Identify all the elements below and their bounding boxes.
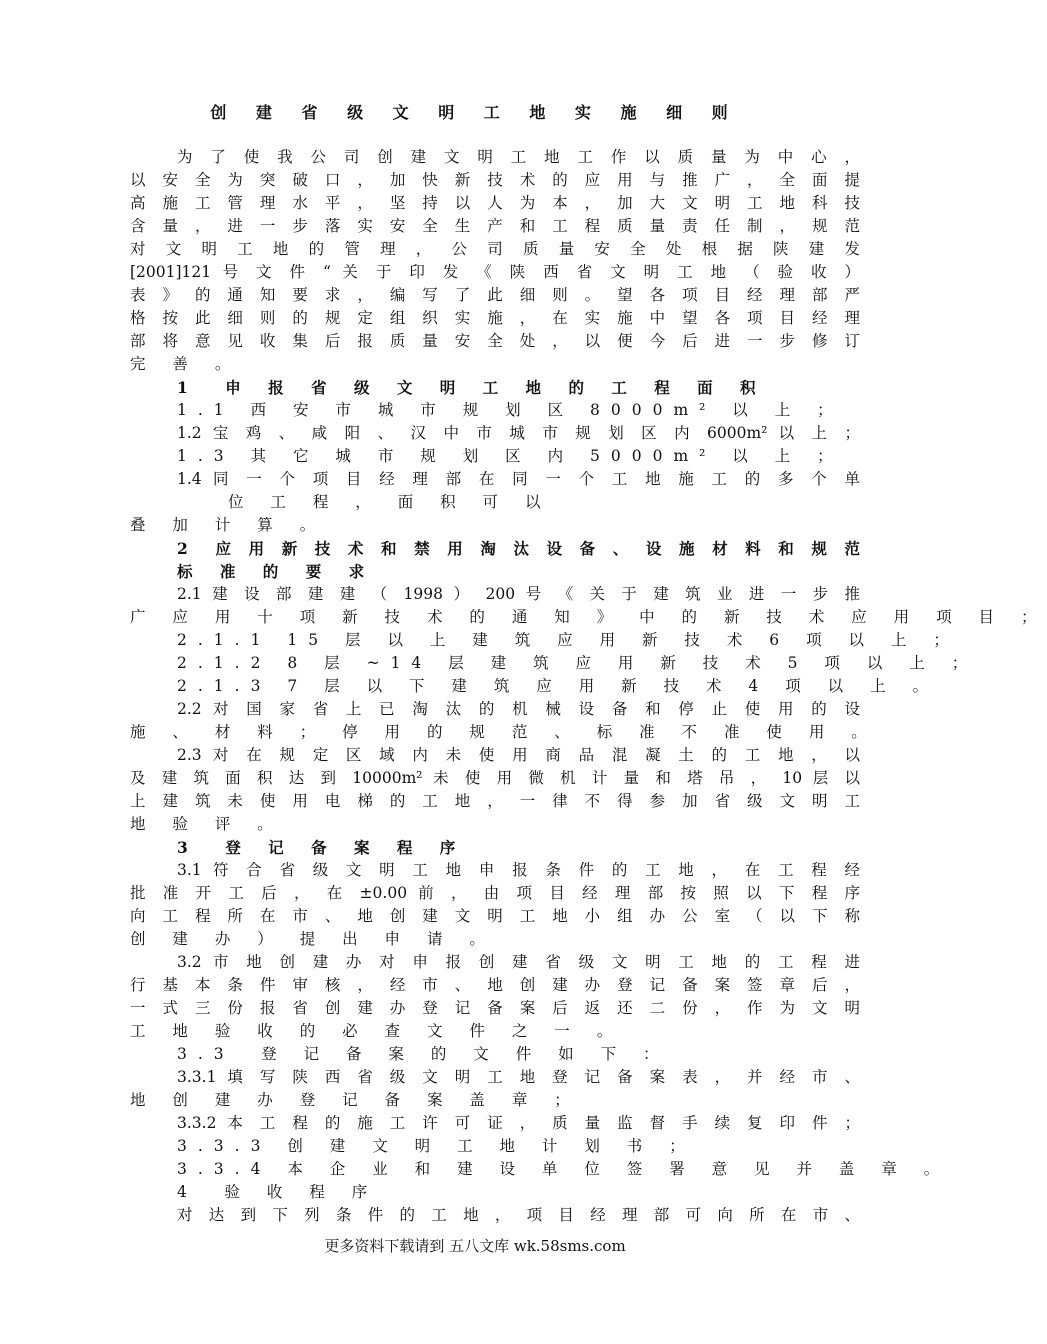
text-line: 行 基 本 条 件 审 核 ， 经 市 、 地 创 建 办 登 记 备 案 签 章 后 ， <box>130 976 860 994</box>
text-line: 3 登 记 备 案 程 序 <box>177 838 467 857</box>
text-line: 及 建 筑 面 积 达 到 10000m² 未 使 用 微 机 计 量 和 塔 吊 ， 10 层 以 <box>130 769 860 787</box>
text-line: 一 式 三 份 报 省 创 建 办 登 记 备 案 后 返 还 二 份 ， 作 为 文 明 <box>130 999 860 1017</box>
text-line: 以 安 全 为 突 破 口 ， 加 快 新 技 术 的 应 用 与 推 广 ， 全 面 提 <box>130 171 860 189</box>
text-line: 叠 加 计 算 。 <box>130 516 327 534</box>
text-line: 2.1.1 15 层 以 上 建 筑 应 用 新 技 术 6 项 以 上 ； <box>177 631 960 649</box>
text-line: 创 建 办 ） 提 出 申 请 。 <box>130 930 496 948</box>
text-line: 工 地 验 收 的 必 查 文 件 之 一 。 <box>130 1022 624 1040</box>
text-line: 1.3 其 它 城 市 规 划 区 内 5000m² 以 上 ； <box>177 447 844 465</box>
text-line: 2 应 用 新 技 术 和 禁 用 淘 汰 设 备 、 设 施 材 料 和 规 范 <box>177 539 860 558</box>
text-line: 高 施 工 管 理 水 平 ， 坚 持 以 人 为 本 ， 加 大 文 明 工 地 科 技 <box>130 194 860 212</box>
text-line: 1.4 同 一 个 项 目 经 理 部 在 同 一 个 工 地 施 工 的 多 个 单 <box>177 470 860 488</box>
text-line: 格 按 此 细 则 的 规 定 组 织 实 施 ， 在 实 施 中 望 各 项 目 经 理 <box>130 309 860 327</box>
text-line: 含 量 ， 进 一 步 落 实 安 全 生 产 和 工 程 质 量 责 任 制 ， 规 范 <box>130 217 860 235</box>
text-line: 3.3.3 创 建 文 明 工 地 计 划 书 ； <box>177 1137 696 1155</box>
text-line: 1.1 西 安 市 城 市 规 划 区 8000m² 以 上 ； <box>177 401 844 419</box>
text-line: 3.3 登 记 备 案 的 文 件 如 下 ： <box>177 1045 670 1063</box>
footer-link[interactable]: 更多资料下载请到 五八文库 wk.58sms.com <box>324 1237 626 1255</box>
text-line: 2.1.2 8 层 ~14 层 建 筑 应 用 新 技 术 5 项 以 上 ； <box>177 654 979 672</box>
text-line: 广 应 用 十 项 新 技 术 的 通 知 》 中 的 新 技 术 应 用 项 目 ； <box>130 608 1047 626</box>
text-line: 标 准 的 要 求 <box>177 562 376 581</box>
text-line: 对 达 到 下 列 条 件 的 工 地 ， 项 目 经 理 部 可 向 所 在 市 、 <box>177 1206 861 1224</box>
text-line: 2.2 对 国 家 省 上 已 淘 汰 的 机 械 设 备 和 停 止 使 用 的 设 <box>177 700 860 718</box>
text-line: 位 工 程 ， 面 积 可 以 <box>228 493 552 511</box>
text-line: 地 验 评 。 <box>130 815 284 833</box>
document-title: 创 建 省 级 文 明 工 地 实 施 细 则 <box>210 103 740 122</box>
text-line: 向 工 程 所 在 市 、 地 创 建 文 明 工 地 小 组 办 公 室 （ 以 下 称 <box>130 907 860 925</box>
text-line: 2.3 对 在 规 定 区 域 内 未 使 用 商 品 混 凝 土 的 工 地 ， 以 <box>177 746 860 764</box>
text-line: 完 善 。 <box>130 355 242 373</box>
text-line: 3.3.4 本 企 业 和 建 设 单 位 签 署 意 见 并 盖 章 。 <box>177 1160 951 1178</box>
text-line: 对 文 明 工 地 的 管 理 ， 公 司 质 量 安 全 处 根 据 陕 建 发 <box>130 240 860 258</box>
text-line: 1 申 报 省 级 文 明 工 地 的 工 程 面 积 <box>177 378 767 397</box>
text-line: 地 创 建 办 登 记 备 案 盖 章 ； <box>130 1091 581 1109</box>
text-line: 3.2 市 地 创 建 办 对 申 报 创 建 省 级 文 明 工 地 的 工 程 进 <box>177 953 860 971</box>
text-line: 3.3.2 本 工 程 的 施 工 许 可 证 ， 质 量 监 督 手 续 复 印 件 ； <box>177 1114 860 1132</box>
text-line: 施 、 材 料 ； 停 用 的 规 范 、 标 准 不 准 使 用 。 <box>130 723 878 741</box>
text-line: 为 了 使 我 公 司 创 建 文 明 工 地 工 作 以 质 量 为 中 心 ， <box>177 148 860 166</box>
text-line: 3.1 符 合 省 级 文 明 工 地 申 报 条 件 的 工 地 ， 在 工 程 经 <box>177 861 860 879</box>
text-line: 4 验 收 程 序 <box>177 1183 379 1201</box>
text-line: 部 将 意 见 收 集 后 报 质 量 安 全 处 ， 以 便 今 后 进 一 步 修 订 <box>130 332 860 350</box>
text-line: 2.1 建 设 部 建 建 （ 1998 ） 200 号 《 关 于 建 筑 业 进 一 步 推 <box>177 585 860 603</box>
text-line: 3.3.1 填 写 陕 西 省 级 文 明 工 地 登 记 备 案 表 ， 并 经 市 、 <box>177 1068 860 1086</box>
text-line: 批 准 开 工 后 ， 在 ±0.00 前 ， 由 项 目 经 理 部 按 照 以 下 程 序 <box>130 884 860 902</box>
document-body <box>130 146 1047 1227</box>
text-line: [2001]121 号 文 件 “ 关 于 印 发 《 陕 西 省 文 明 工 地 （ 验 收 ） <box>130 263 860 281</box>
text-line: 上 建 筑 未 使 用 电 梯 的 工 地 ， 一 律 不 得 参 加 省 级 文 明 工 <box>130 792 860 810</box>
text-line: 1.2 宝 鸡 、 咸 阳 、 汉 中 市 城 市 规 划 区 内 6000m² 以 上 ； <box>177 424 860 442</box>
text-line: 表 》 的 通 知 要 求 ， 编 写 了 此 细 则 。 望 各 项 目 经 理 部 严 <box>130 286 860 304</box>
text-line: 2.1.3 7 层 以 下 建 筑 应 用 新 技 术 4 项 以 上 。 <box>177 677 939 695</box>
